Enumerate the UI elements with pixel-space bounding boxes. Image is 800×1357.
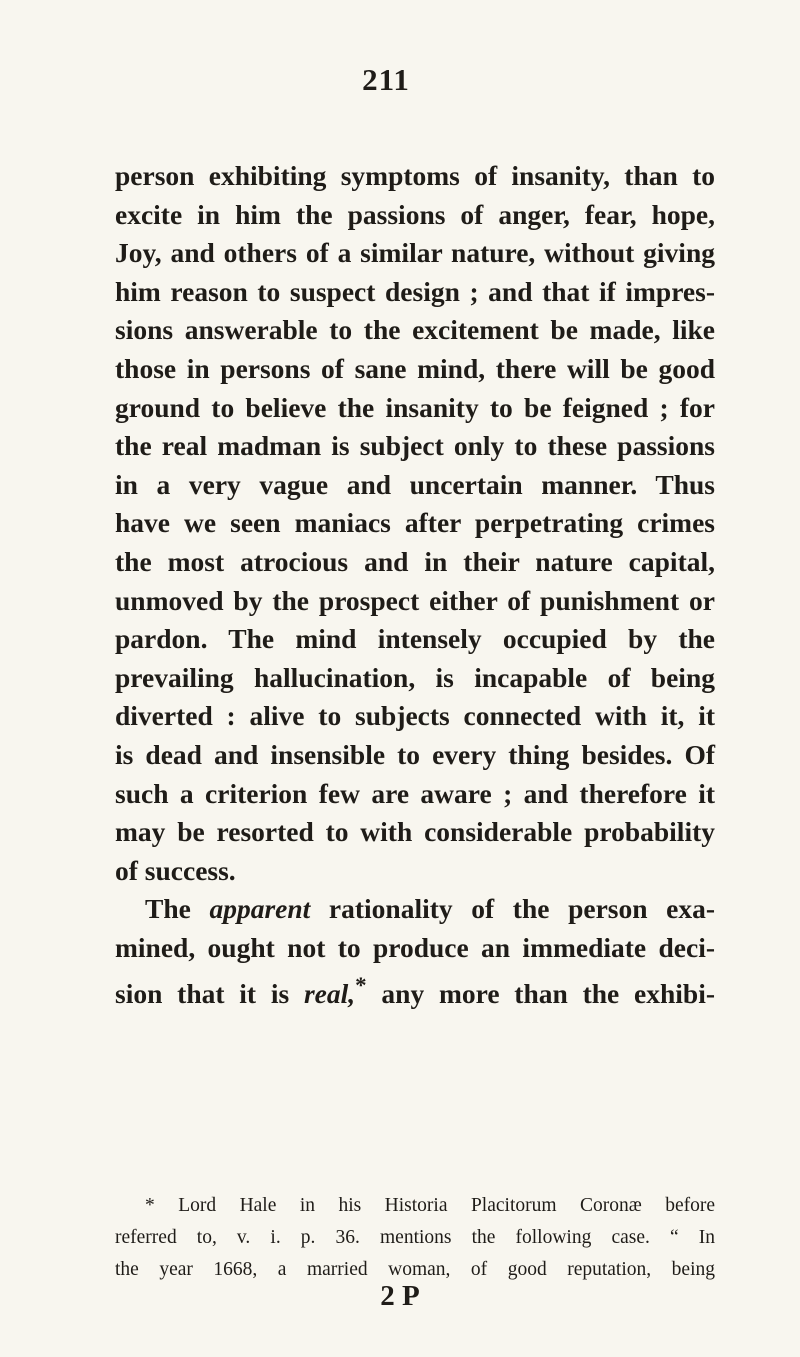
text-line: is dead and insensible to every thing besides. Of [115, 738, 715, 770]
text-line: mined, ought not to produce an immediate deci- [115, 931, 715, 963]
text-line: prevailing hallucination, is incapable of being [115, 661, 715, 693]
italic-text: apparent [209, 893, 311, 925]
text-line: of success. [115, 854, 236, 886]
text-fragment: any more than the exhibi- [366, 978, 715, 1010]
text-line: in a very vague and uncertain manner. Thus [115, 468, 715, 500]
footnote [115, 1190, 715, 1286]
footnote-line: the year 1668, a married woman, of good reputation, being [115, 1259, 715, 1280]
text-line: diverted : alive to subjects connected with it, it [115, 700, 715, 732]
text-line: have we seen maniacs after perpetrating crimes [115, 507, 715, 539]
body-text [115, 157, 716, 1010]
page-number: 211 [362, 62, 410, 97]
footnote-line: * Lord Hale in his Historia Placitorum Coronæ before [145, 1195, 715, 1216]
paragraph-line [115, 967, 715, 1010]
text-line: sions answerable to the excitement be made, like [115, 314, 715, 346]
text-line: such a criterion few are aware ; and therefore it [115, 777, 715, 809]
text-line: the real madman is subject only to these passions [115, 430, 715, 462]
paragraph-line [115, 890, 715, 929]
text-line: the most atrocious and in their nature capital, [115, 545, 715, 577]
text-fragment: The [145, 893, 210, 925]
text-line: pardon. The mind intensely occupied by the [115, 623, 715, 655]
text-line: may be resorted to with considerable probability [115, 816, 715, 848]
text-line: ground to believe the insanity to be feigned ; for [115, 391, 715, 423]
text-line: excite in him the passions of anger, fear, hope, [115, 198, 715, 230]
text-line: person exhibiting symptoms of insanity, than to [115, 160, 715, 191]
text-line: Joy, and others of a similar nature, without giving [115, 237, 715, 269]
text-fragment: sion that it is [115, 978, 304, 1010]
signature-mark: 2 P [380, 1280, 420, 1312]
text-fragment: rationality of the person exa- [310, 893, 716, 925]
italic-text: real, [303, 978, 356, 1010]
footnote-line: referred to, v. i. p. 36. mentions the following case. “ In [115, 1227, 715, 1248]
text-line: him reason to suspect design ; and that if impres- [115, 275, 715, 307]
text-line: those in persons of sane mind, there will be good [115, 352, 715, 384]
text-line: unmoved by the prospect either of punishment or [115, 584, 715, 616]
footnote-marker: * [355, 973, 367, 999]
